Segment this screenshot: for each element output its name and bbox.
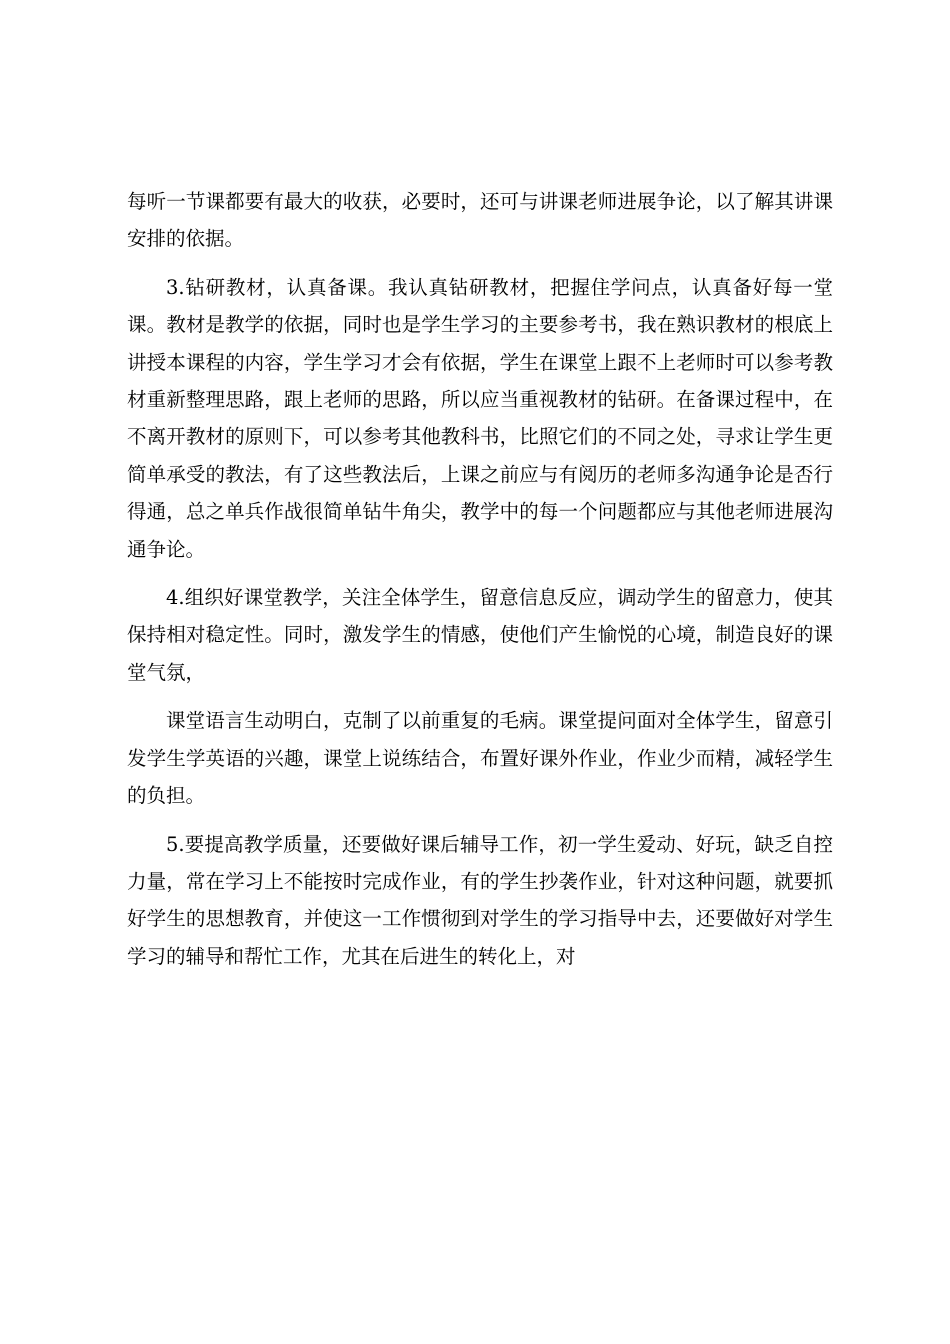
paragraph-continuation: 每听一节课都要有最大的收获，必要时，还可与讲课老师进展争论，以了解其讲课安排的依据。: [127, 190, 833, 251]
paragraph-item-4: 4.组织好课堂教学，关注全体学生，留意信息反应，调动学生的留意力，使其保持相对稳定性。同时，激发学生的情感，使他们产生愉悦的心境，制造良好的课堂气氛，: [127, 586, 833, 684]
paragraph-classroom-language: 课堂语言生动明白，克制了以前重复的毛病。课堂提问面对全体学生，留意引发学生学英语的兴趣，课堂上说练结合，布置好课外作业，作业少而精，减轻学生的负担。: [127, 709, 833, 808]
body-text: [127, 183, 833, 986]
paragraph-item-5: 5.要提高教学质量，还要做好课后辅导工作，初一学生爱动、好玩，缺乏自控力量，常在学习上不能按时完成作业，有的学生抄袭作业，针对这种问题，就要抓好学生的思想教育，并使这一工作惯彻到对学生的学习指导中去，还要做好对学生学习的辅导和帮忙工作，尤其在后进生的转化上，对: [127, 832, 833, 968]
paragraph-item-3: 3.钻研教材，认真备课。我认真钻研教材，把握住学问点，认真备好每一堂课。教材是教学的依据，同时也是学生学习的主要参考书，我在熟识教材的根底上讲授本课程的内容，学生学习才会有依据，学生在课堂上跟不上老师时可以参考教材重新整理思路，跟上老师的思路，所以应当重视教材的钻研。在备课过程中，在不离开教材的原则下，可以参考其他教科书，比照它们的不同之处，寻求让学生更简单承受的教法，有了这些教法后，上课之前应与有阅历的老师多沟通争论是否行得通，总之单兵作战很简单钻牛角尖，教学中的每一个问题都应与其他老师进展沟通争论。: [127, 275, 833, 561]
